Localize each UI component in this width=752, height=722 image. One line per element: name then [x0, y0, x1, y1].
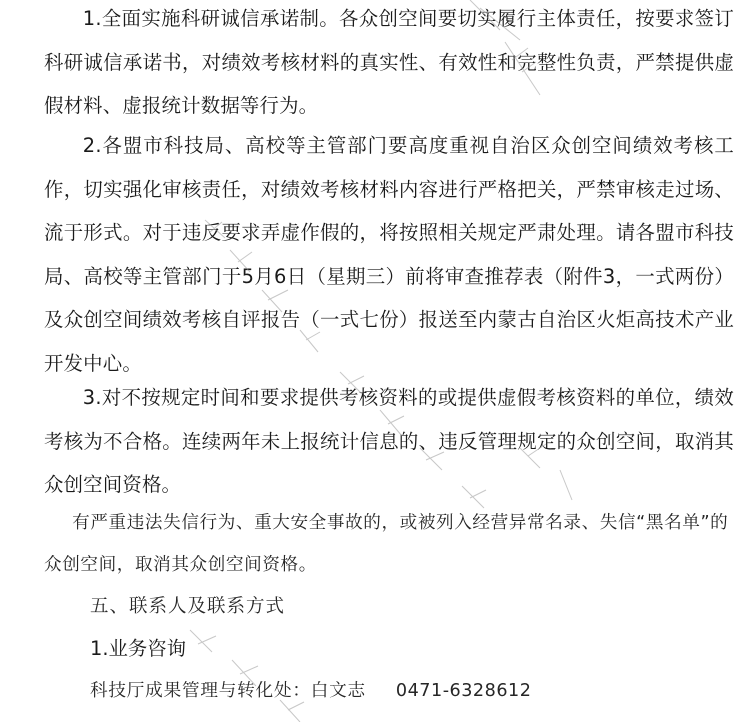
contact-phone: 0471-6328612 — [395, 681, 532, 701]
paragraph-integrity-commitment: 1.全面实施科研诚信承诺制。各众创空间要切实履行主体责任，按要求签订科研诚信承诺书，对绩效考核材料的真实性、有效性和完整性负责，严禁提供虚假材料、虚报统计数据等行为。 — [44, 7, 734, 117]
paragraph-department-review: 2.各盟市科技局、高校等主管部门要高度重视自治区众创空间绩效考核工作，切实强化审核责任，对绩效考核材料内容进行严格把关，严禁审核走过场、流于形式。对于违反要求弄虚作假的，将按照相关规定严肃处理。请各盟市科技局、高校等主管部门于5月6日（星期三）前将审查推荐表（附件3，一式两份）及众创空间绩效考核自评报告（一式七份）报送至内蒙古自治区火炬高技术产业开发中心。 — [44, 134, 734, 375]
paragraph-unqualified-conditions: 3.对不按规定时间和要求提供考核资料的或提供虚假考核资料的单位，绩效考核为不合格。连续两年未上报统计信息的、违反管理规定的众创空间，取消其众创空间资格。 — [44, 386, 734, 496]
section-heading-contacts: 五、联系人及联系方式 — [90, 596, 286, 617]
sub-heading-business-inquiry: 1.业务咨询 — [90, 637, 187, 660]
contact-department-name: 科技厅成果管理与转化处：白文志 — [90, 681, 366, 701]
paragraph-blacklist: 有严重违法失信行为、重大安全事故的，或被列入经营异常名录、失信“黑名单”的众创空间，取消其众创空间资格。 — [44, 513, 729, 575]
contact-line — [90, 670, 531, 712]
